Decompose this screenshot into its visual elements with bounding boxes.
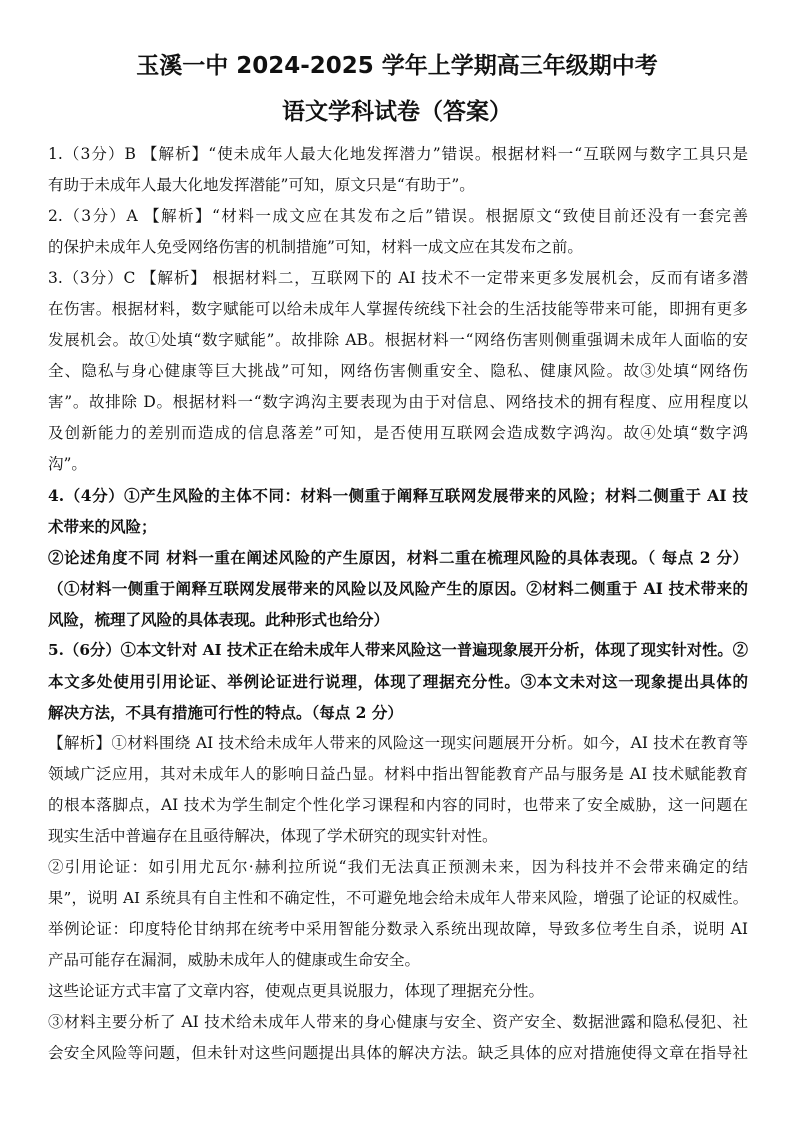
text-line: 1.（3分）B 【解析】“使未成年人最大化地发挥潜力”错误。根据材料一“互联网与数字工具只是: [48, 145, 748, 163]
text-line: 及创新能力的差别而造成的信息落差”可知，是否使用互联网会造成数字鸿沟。故④处填“数字鸿: [48, 424, 748, 442]
text-line: 会安全风险等问题，但未针对这些问题提出具体的解决方法。缺乏具体的应对措施使得文章在指导社: [48, 1044, 748, 1062]
text-line-bold: 本文多处使用引用论证、举例论证进行说理，体现了理据充分性。③本文未对这一现象提出具体的: [48, 672, 748, 691]
text-line: 沟”。: [48, 455, 87, 473]
text-line: 在伤害。根据材料，数字赋能可以给未成年人掌握传统线下社会的生活技能等带来可能，即拥有更多: [48, 300, 748, 318]
text-line-bold: 术带来的风险；: [48, 517, 157, 536]
text-line: ③材料主要分析了 AI 技术给未成年人带来的身心健康与安全、资产安全、数据泄露和隐私侵犯、社: [48, 1013, 748, 1031]
text-line-bold: 4.（4分）①产生风险的主体不同：材料一侧重于阐释互联网发展带来的风险；材料二侧重于 AI 技: [48, 486, 748, 505]
text-line: 果”，说明 AI 系统具有自主性和不确定性，不可避免地会给未成年人带来风险，增强了论证的权威性。: [48, 889, 748, 907]
text-line: 领域广泛应用，其对未成年人的影响日益凸显。材料中指出智能教育产品与服务是 AI 技术赋能教育: [48, 765, 748, 783]
text-line: 的根本落脚点，AI 技术为学生制定个性化学习课程和内容的同时，也带来了安全威胁，这一问题在: [48, 796, 748, 814]
text-line-bold: 解决方法，不具有措施可行性的特点。（每点 2 分）: [48, 703, 403, 722]
text-line: 3.（3分）C 【解析】 根据材料二，互联网下的 AI 技术不一定带来更多发展机会，反而有诸多潜: [48, 269, 748, 287]
text-line: 这些论证方式丰富了文章内容，使观点更具说服力，体现了理据充分性。: [48, 982, 545, 1000]
text-line: 全、隐私与身心健康等巨大挑战”可知，网络伤害侧重安全、隐私、健康风险。故③处填“网络伤: [48, 362, 748, 380]
answer-body: [48, 139, 748, 1069]
text-line: 产品可能存在漏洞，威胁未成年人的健康或生命安全。: [48, 951, 421, 969]
text-line: 举例论证：印度特伦甘纳邦在统考中采用智能分数录入系统出现故障，导致多位考生自杀，说明 AI: [48, 920, 748, 938]
document-title: 玉溪一中 2024-2025 学年上学期高三年级期中考: [136, 53, 658, 79]
text-line-bold: ②论述角度不同 材料一重在阐述风险的产生原因，材料二重在梳理风险的具体表现。（ 每点 2 分）: [48, 548, 748, 567]
text-line: ②引用论证：如引用尤瓦尔·赫利拉所说“我们无法真正预测未来，因为科技并不会带来确定的结: [48, 858, 748, 876]
text-line: 2.（3分）A 【解析】“材料一成文应在其发布之后”错误。根据原文“致使目前还没有一套完善: [48, 207, 748, 225]
text-line-bold: （①材料一侧重于阐释互联网发展带来的风险以及风险产生的原因。②材料二侧重于 AI 技术带来的: [48, 579, 748, 598]
text-line-bold: 风险，梳理了风险的具体表现。此种形式也给分）: [48, 610, 390, 629]
text-line: 发展机会。故①处填“数字赋能”。故排除 AB。根据材料一“网络伤害则侧重强调未成年人面临的安: [48, 331, 748, 349]
text-line-bold: 5.（6分）①本文针对 AI 技术正在给未成年人带来风险这一普遍现象展开分析，体现了现实针对性。②: [48, 641, 748, 659]
text-line: 现实生活中普遍存在且亟待解决，体现了学术研究的现实针对性。: [48, 827, 498, 845]
text-line: 害”。故排除 D。根据材料一“数字鸿沟主要表现为由于对信息、网络技术的拥有程度、应用程度以: [48, 393, 748, 411]
text-line: 有助于未成年人最大化地发挥潜能”可知，原文只是“有助于”。: [48, 176, 475, 194]
document-subtitle: 语文学科试卷（答案）: [282, 99, 512, 125]
text-line: 【解析】①材料围绕 AI 技术给未成年人带来的风险这一现实问题展开分析。如今，AI 技术在教育等: [48, 734, 748, 752]
text-line: 的保护未成年人免受网络伤害的机制措施”可知，材料一成文应在其发布之前。: [48, 238, 583, 256]
